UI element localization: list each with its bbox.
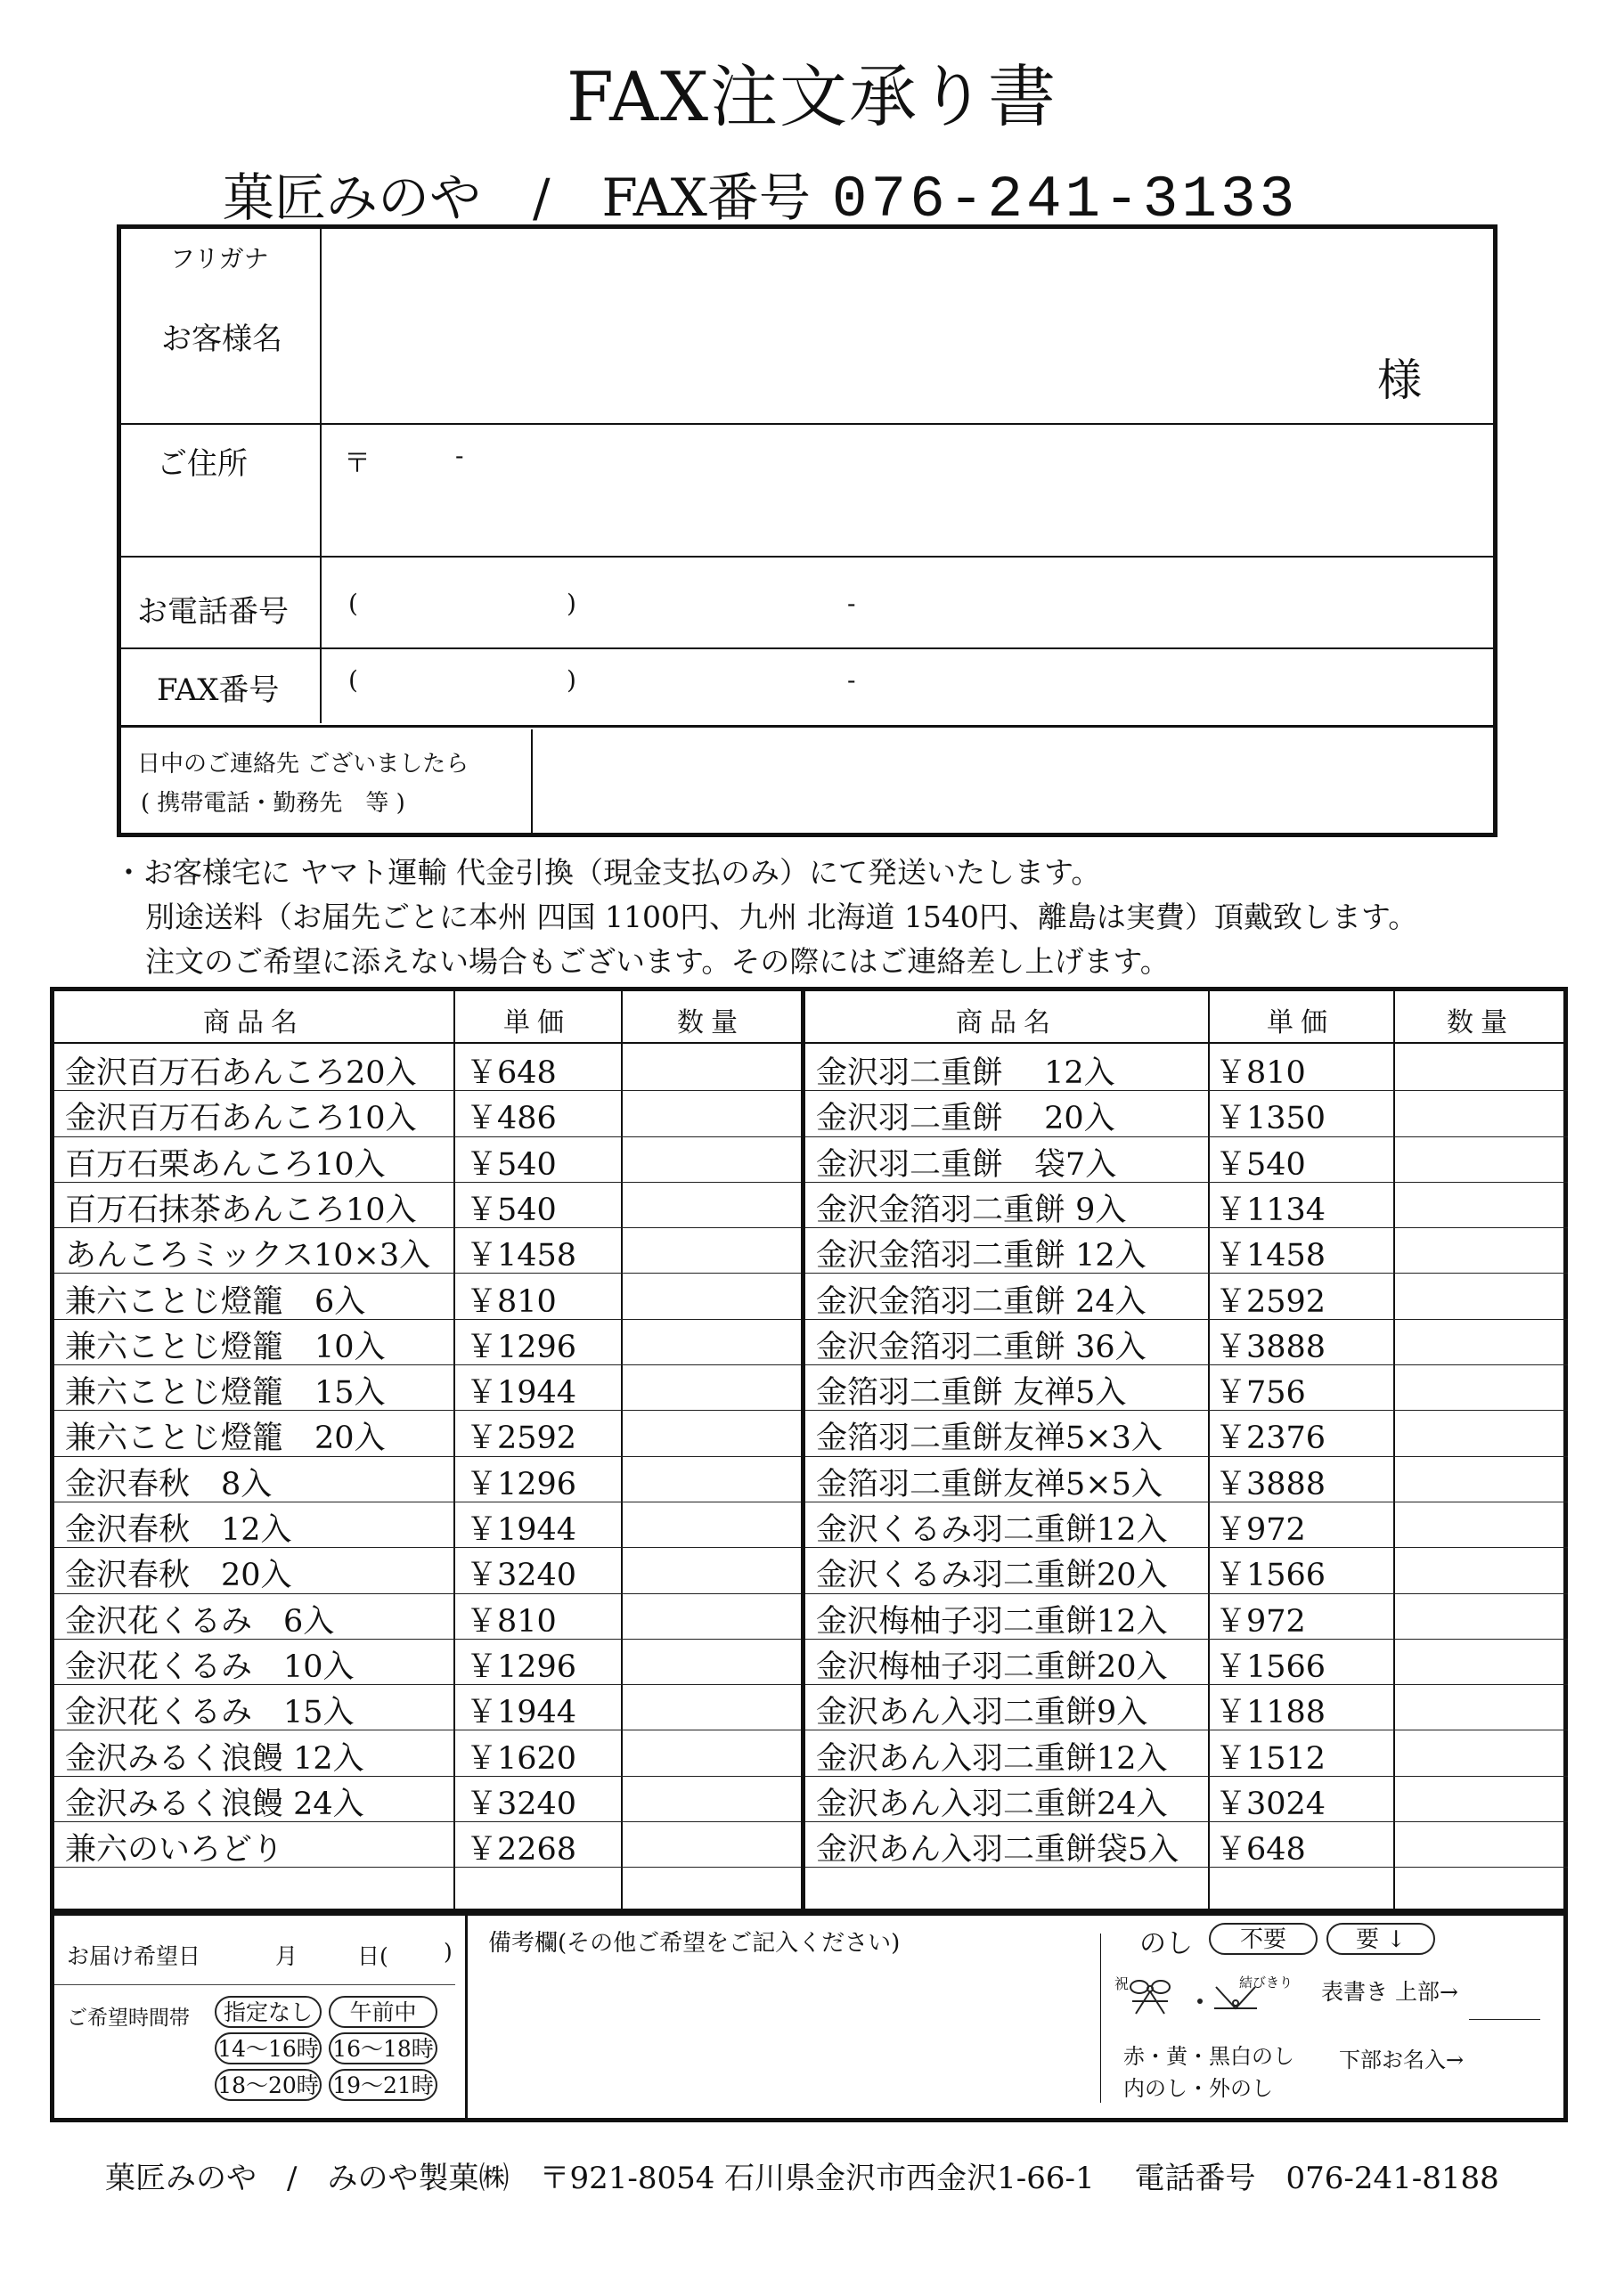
day-label: 日( — [357, 1943, 388, 1969]
product-row — [805, 1730, 1568, 1777]
product-name: 百万石栗あんころ10入 — [65, 1146, 386, 1183]
furigana-field[interactable] — [335, 247, 1484, 273]
product-name: 金沢くるみ羽二重餅12入 — [816, 1512, 1168, 1548]
product-row — [805, 1593, 1568, 1640]
product-name: 兼六のいろどり — [65, 1832, 284, 1869]
divider — [121, 423, 1493, 425]
product-price: ￥1566 — [1215, 1649, 1326, 1685]
product-price: ￥1350 — [1215, 1101, 1326, 1137]
remarks-label: 備考欄(その他ご希望をご記入ください) — [488, 1930, 901, 1957]
daytime-contact-label: 日中のご連絡先 ございましたら — [137, 751, 469, 778]
quantity-field[interactable] — [1375, 1595, 1536, 1637]
shop-fax-number: 076-241-3133 — [831, 167, 1299, 233]
musubikiri-label: 結びきり — [1239, 1974, 1293, 1991]
customer-info-box — [117, 224, 1498, 837]
product-row — [805, 1364, 1568, 1411]
quantity-field[interactable] — [626, 1732, 787, 1774]
product-row — [54, 1593, 801, 1640]
product-row — [54, 1410, 801, 1456]
product-price: ￥1566 — [1215, 1558, 1326, 1594]
header-unit-price: 単価 — [503, 1007, 571, 1038]
product-row — [805, 1684, 1568, 1730]
product-price: ￥810 — [466, 1603, 557, 1640]
shipping-note: ・お客様宅に ヤマト運輸 代金引換（現金支払のみ）にて発送いたします。 — [114, 855, 1101, 890]
product-name: 金沢金箔羽二重餅 24入 — [816, 1283, 1147, 1320]
phone-dash: - — [847, 589, 856, 618]
divider — [54, 1984, 455, 1985]
product-price: ￥2376 — [1215, 1421, 1326, 1457]
product-price: ￥3240 — [466, 1558, 577, 1594]
product-name: 金沢春秋 12入 — [65, 1512, 292, 1548]
chouchou-musubi-icon — [1130, 1981, 1170, 2014]
product-price: ￥486 — [466, 1101, 557, 1137]
product-price: ￥1944 — [466, 1695, 577, 1731]
product-name: 金沢羽二重餅 20入 — [816, 1101, 1115, 1137]
product-price: ￥756 — [1215, 1375, 1306, 1412]
quantity-field[interactable] — [1375, 1458, 1536, 1500]
product-name: 金沢梅柚子羽二重餅20入 — [816, 1649, 1168, 1685]
quantity-field[interactable] — [626, 1092, 787, 1134]
separator-dot — [1197, 1999, 1203, 2004]
product-name: 金沢花くるみ 10入 — [65, 1649, 355, 1685]
shipping-fee-note: 別途送料（お届先ごとに本州 四国 1100円、九州 北海道 1540円、離島は実費）頂戴致します。 — [145, 900, 1418, 934]
product-price: ￥3240 — [466, 1786, 577, 1822]
time-option-14-16[interactable]: 14～16時 — [215, 2032, 322, 2064]
product-row — [54, 1090, 801, 1136]
product-name: 金箔羽二重餅 友禅5入 — [816, 1375, 1127, 1412]
product-name: 兼六ことじ燈籠 10入 — [65, 1329, 386, 1365]
product-price: ￥648 — [466, 1055, 557, 1091]
product-price: ￥1134 — [1215, 1192, 1326, 1228]
header-unit-price: 単価 — [1267, 1007, 1334, 1038]
product-name: 金沢あん入羽二重餅9入 — [816, 1695, 1148, 1731]
product-price: ￥1944 — [466, 1375, 577, 1412]
quantity-field[interactable] — [626, 1458, 787, 1500]
delivery-date-label: お届け希望日 — [67, 1943, 201, 1969]
phone-label: お電話番号 — [137, 594, 289, 630]
product-name: 百万石抹茶あんころ10入 — [65, 1192, 417, 1228]
product-row — [805, 1821, 1568, 1868]
availability-note: 注文のご希望に添えない場合もございます。その際にはご連絡差し上げます。 — [145, 944, 1170, 979]
footer-address: 菓匠みのや / みのや製菓㈱ 〒921-8054 石川県金沢市西金沢1-66-1 電話番号 076-241-8188 — [105, 2161, 1499, 2196]
product-row — [805, 1136, 1568, 1183]
product-price: ￥2592 — [1215, 1283, 1326, 1320]
address-field[interactable] — [335, 429, 1484, 550]
product-price: ￥3024 — [1215, 1786, 1326, 1822]
quantity-field[interactable] — [626, 1595, 787, 1637]
product-row — [54, 1547, 801, 1593]
product-name: 兼六ことじ燈籠 6入 — [65, 1283, 366, 1320]
product-name: 金箔羽二重餅友禅5×5入 — [816, 1466, 1163, 1502]
product-name: 金沢あん入羽二重餅12入 — [816, 1740, 1168, 1777]
product-price: ￥972 — [1215, 1512, 1306, 1548]
quantity-field[interactable] — [1375, 1321, 1536, 1363]
phone-field[interactable] — [335, 563, 1484, 643]
customer-name-label: お客様名 — [161, 322, 282, 357]
product-row — [805, 1319, 1568, 1365]
product-name: 金沢あん入羽二重餅袋5入 — [816, 1832, 1179, 1869]
product-row — [54, 1502, 801, 1548]
product-row — [805, 1502, 1568, 1548]
product-row — [54, 1227, 801, 1274]
product-name: 金沢金箔羽二重餅 12入 — [816, 1238, 1147, 1274]
product-name: 金沢春秋 8入 — [65, 1466, 273, 1502]
honorific-sama: 様 — [1377, 354, 1422, 406]
product-name: あんころミックス10×3入 — [65, 1238, 431, 1274]
product-price: ￥1512 — [1215, 1740, 1326, 1777]
product-price: ￥1458 — [1215, 1238, 1326, 1274]
divider — [121, 725, 1493, 728]
product-name: 金沢金箔羽二重餅 36入 — [816, 1329, 1147, 1365]
product-row — [805, 1182, 1568, 1228]
product-name: 金沢花くるみ 6入 — [65, 1603, 335, 1640]
product-row — [54, 1867, 801, 1913]
quantity-field[interactable] — [626, 1138, 787, 1180]
postal-dash: - — [455, 441, 464, 470]
product-row — [805, 1227, 1568, 1274]
daytime-contact-field[interactable] — [544, 737, 1489, 830]
quantity-field[interactable] — [1375, 1823, 1536, 1865]
product-price: ￥1188 — [1215, 1695, 1326, 1731]
shop-fax-header — [223, 156, 1298, 233]
product-price: ￥2592 — [466, 1421, 577, 1457]
product-row — [54, 1821, 801, 1868]
quantity-field[interactable] — [1375, 1503, 1536, 1545]
time-slot-label: ご希望時間帯 — [67, 2007, 190, 2030]
delivery-section — [50, 1909, 1568, 2122]
product-row — [54, 1319, 801, 1365]
product-row — [54, 1456, 801, 1502]
product-price: ￥1620 — [466, 1740, 577, 1777]
quantity-field[interactable] — [1375, 1138, 1536, 1180]
product-price: ￥3888 — [1215, 1329, 1326, 1365]
daytime-contact-sublabel: ( 携帯電話・勤務先 等 ) — [141, 790, 405, 817]
quantity-field[interactable] — [626, 1229, 787, 1271]
time-option-16-18[interactable]: 16～18時 — [329, 2032, 437, 2064]
divider — [465, 1909, 468, 2118]
product-price: ￥1458 — [466, 1238, 577, 1274]
divider — [121, 556, 1493, 558]
product-name: 金沢百万石あんころ10入 — [65, 1101, 417, 1137]
product-price: ￥540 — [466, 1192, 557, 1228]
product-name: 金沢羽二重餅 12入 — [816, 1055, 1115, 1091]
product-name: 金沢みるく浪饅 12入 — [65, 1740, 364, 1777]
product-name: 兼六ことじ燈籠 20入 — [65, 1421, 386, 1457]
quantity-field[interactable] — [1375, 1275, 1536, 1317]
time-option-18-20[interactable]: 18～20時 — [215, 2069, 322, 2101]
quantity-field[interactable] — [1375, 1092, 1536, 1134]
product-row — [54, 1776, 801, 1822]
noshi-label: のし — [1139, 1928, 1193, 1959]
product-name: 兼六ことじ燈籠 15入 — [65, 1375, 386, 1412]
time-option-none[interactable]: 指定なし — [215, 1996, 322, 2028]
omotegaki-line[interactable] — [1469, 2019, 1540, 2020]
product-row — [54, 1136, 801, 1183]
shop-name: 菓匠みのや / FAX番号 — [223, 167, 811, 228]
product-price: ￥3888 — [1215, 1466, 1326, 1502]
time-option-morning[interactable]: 午前中 — [329, 1996, 437, 2028]
furigana-label: フリガナ — [170, 244, 269, 273]
product-row — [54, 1364, 801, 1411]
quantity-field[interactable] — [1375, 1641, 1536, 1682]
quantity-field[interactable] — [1375, 1046, 1536, 1088]
quantity-field[interactable] — [626, 1412, 787, 1453]
iwai-label: 祝 — [1114, 1975, 1130, 1992]
noshi-not-needed[interactable]: 不要 — [1209, 1923, 1318, 1955]
noshi-placement: 内のし・外のし — [1123, 2076, 1273, 2101]
product-name: 金沢梅柚子羽二重餅12入 — [816, 1603, 1168, 1640]
quantity-field[interactable] — [626, 1321, 787, 1363]
product-price: ￥540 — [1215, 1146, 1306, 1183]
quantity-field[interactable] — [1375, 1549, 1536, 1591]
product-price: ￥1296 — [466, 1329, 577, 1365]
product-name: 金沢くるみ羽二重餅20入 — [816, 1558, 1168, 1594]
header-quantity: 数量 — [677, 1007, 745, 1038]
quantity-field[interactable] — [626, 1823, 787, 1865]
quantity-field[interactable] — [1375, 1869, 1536, 1910]
product-name: 金箔羽二重餅友禅5×3入 — [816, 1421, 1163, 1457]
product-name: 金沢あん入羽二重餅24入 — [816, 1786, 1168, 1822]
product-row — [805, 1547, 1568, 1593]
quantity-field[interactable] — [626, 1778, 787, 1820]
paren-open: ( — [348, 589, 358, 618]
product-price: ￥1296 — [466, 1649, 577, 1685]
product-price: ￥972 — [1215, 1603, 1306, 1640]
quantity-field[interactable] — [1375, 1686, 1536, 1728]
header-product-name: 商品名 — [956, 1007, 1057, 1038]
product-name: 金沢百万石あんころ20入 — [65, 1055, 417, 1091]
product-price: ￥540 — [466, 1146, 557, 1183]
quantity-field[interactable] — [626, 1686, 787, 1728]
product-row — [805, 1045, 1568, 1091]
fax-dash: - — [847, 665, 856, 695]
postal-mark: 〒 — [344, 448, 371, 479]
quantity-field[interactable] — [626, 1184, 787, 1225]
product-order-table — [50, 987, 1568, 1913]
product-row — [805, 1090, 1568, 1136]
fax-field[interactable] — [335, 655, 1484, 721]
divider — [54, 1042, 1563, 1044]
noshi-colors: 赤・黄・黒白のし — [1123, 2044, 1294, 2069]
product-row — [805, 1274, 1568, 1320]
product-name: 金沢みるく浪饅 24入 — [65, 1786, 364, 1822]
product-price: ￥1296 — [466, 1466, 577, 1502]
quantity-field[interactable] — [626, 1503, 787, 1545]
divider — [1100, 1934, 1101, 2103]
product-price: ￥1944 — [466, 1512, 577, 1548]
product-name: 金沢羽二重餅 袋7入 — [816, 1146, 1117, 1183]
paren-close: ) — [567, 589, 576, 618]
product-row — [54, 1730, 801, 1777]
fax-label: FAX番号 — [157, 672, 280, 708]
quantity-field[interactable] — [626, 1046, 787, 1088]
quantity-field[interactable] — [626, 1366, 787, 1408]
product-row — [805, 1639, 1568, 1685]
product-row — [805, 1456, 1568, 1502]
product-row — [54, 1639, 801, 1685]
product-row — [54, 1182, 801, 1228]
page-title: FAX注文承り書 — [566, 57, 1058, 136]
quantity-field[interactable] — [1375, 1366, 1536, 1408]
day-close: ) — [444, 1939, 453, 1965]
quantity-field[interactable] — [1375, 1184, 1536, 1225]
bottom-name-label: 下部お名入→ — [1339, 2048, 1465, 2072]
customer-name-field[interactable] — [335, 300, 1404, 407]
product-name: 金沢春秋 20入 — [65, 1558, 292, 1594]
quantity-field[interactable] — [1375, 1412, 1536, 1453]
remarks-field[interactable] — [482, 1962, 1088, 2109]
quantity-field[interactable] — [1375, 1732, 1536, 1774]
product-row — [54, 1274, 801, 1320]
product-price: ￥810 — [466, 1283, 557, 1320]
header-quantity: 数量 — [1447, 1007, 1514, 1038]
noshi-needed[interactable]: 要 ↓ — [1326, 1923, 1435, 1955]
quantity-field[interactable] — [626, 1641, 787, 1682]
quantity-field[interactable] — [1375, 1229, 1536, 1271]
quantity-field[interactable] — [626, 1549, 787, 1591]
product-name: 金沢金箔羽二重餅 9入 — [816, 1192, 1127, 1228]
divider — [121, 647, 1493, 649]
quantity-field[interactable] — [626, 1275, 787, 1317]
divider — [531, 729, 533, 837]
product-price: ￥2268 — [466, 1832, 577, 1869]
header-product-name: 商品名 — [203, 1007, 305, 1038]
paren-close: ) — [567, 665, 576, 695]
month-label: 月 — [275, 1943, 298, 1969]
product-row — [805, 1776, 1568, 1822]
product-row — [805, 1867, 1568, 1913]
product-name: 金沢花くるみ 15入 — [65, 1695, 355, 1731]
paren-open: ( — [348, 665, 358, 695]
product-price: ￥648 — [1215, 1832, 1306, 1869]
address-label: ご住所 — [157, 446, 248, 482]
product-row — [54, 1045, 801, 1091]
product-row — [54, 1684, 801, 1730]
quantity-field[interactable] — [1375, 1778, 1536, 1820]
product-row — [805, 1410, 1568, 1456]
quantity-field[interactable] — [626, 1869, 787, 1910]
time-option-19-21[interactable]: 19～21時 — [329, 2069, 437, 2101]
product-price: ￥810 — [1215, 1055, 1306, 1091]
omotegaki-label: 表書き 上部→ — [1321, 1979, 1458, 2005]
